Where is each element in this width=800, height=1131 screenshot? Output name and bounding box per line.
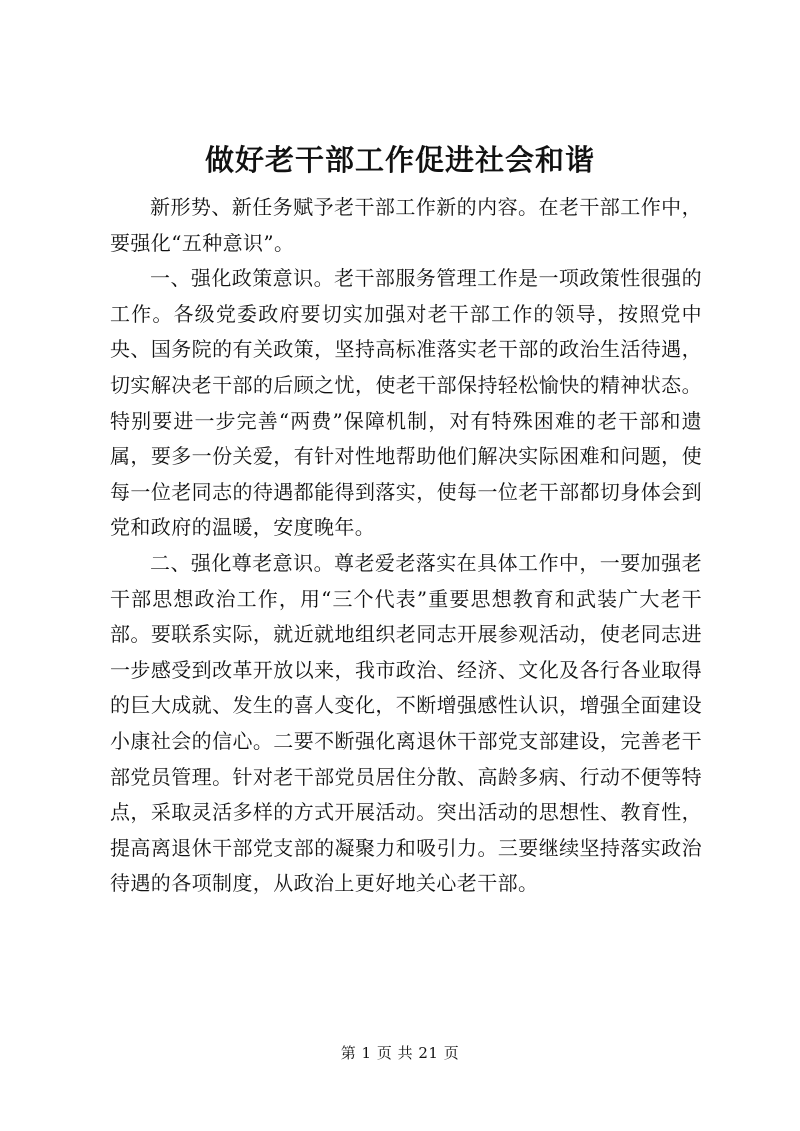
paragraph-policy-awareness: 一、强化政策意识。老干部服务管理工作是一项政策性很强的工作。各级党委政府要切实加强对老干部工作的领导，按照党中央、国务院的有关政策，坚持高标准落实老干部的政治生活待遇，切实解决老干部的后顾之忧，使老干部保持轻松愉快的精神状态。特别要进一步完善“两费”保障机制，对有特殊困难的老干部和遗属，要多一份关爱，有针对性地帮助他们解决实际困难和问题，使每一位老同志的待遇都能得到落实，使每一位老干部都切身体会到党和政府的温暖，安度晚年。 <box>110 266 702 540</box>
paragraph-intro: 新形势、新任务赋予老干部工作新的内容。在老干部工作中，要强化“五种意识”。 <box>110 195 702 255</box>
document-title: 做好老干部工作促进社会和谐 <box>204 143 595 177</box>
document-body <box>110 190 702 902</box>
page-number-footer: 第 1 页 共 21 页 <box>340 1044 460 1062</box>
paragraph-respect-elders: 二、强化尊老意识。尊老爱老落实在具体工作中，一要加强老干部思想政治工作，用“三个代表”重要思想教育和武装广大老干部。要联系实际，就近就地组织老同志开展参观活动，使老同志进一步感受到改革开放以来，我市政治、经济、文化及各行各业取得的巨大成就、发生的喜人变化，不断增强感性认识，增强全面建设小康社会的信心。二要不断强化离退休干部党支部建设，完善老干部党员管理。针对老干部党员居住分散、高龄多病、行动不便等特点，采取灵活多样的方式开展活动。突出活动的思想性、教育性，提高离退休干部党支部的凝聚力和吸引力。三要继续坚持落实政治待遇的各项制度，从政治上更好地关心老干部。 <box>110 550 702 896</box>
